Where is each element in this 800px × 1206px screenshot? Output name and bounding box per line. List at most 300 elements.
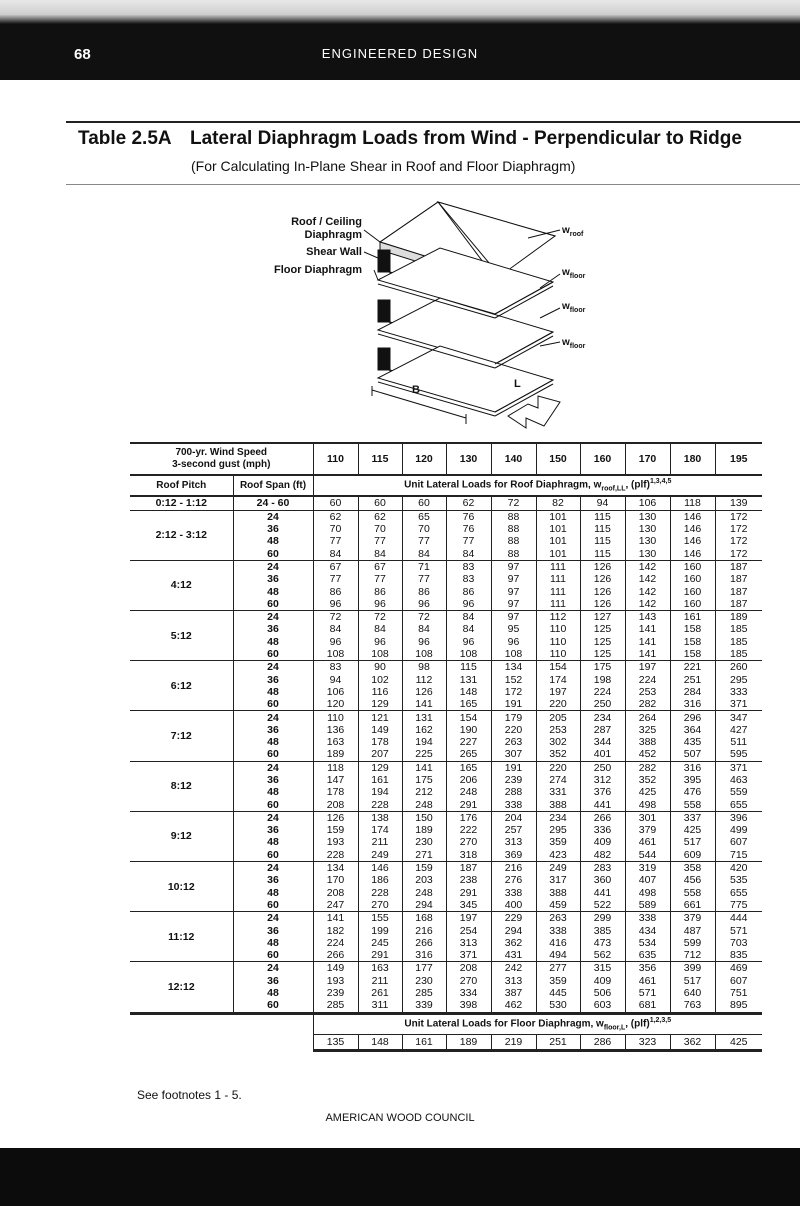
load-value-cell: 589 [625,899,670,912]
w-floor-symbol: w [562,337,570,348]
load-value-cell: 191 [491,698,536,711]
load-value-cell: 129 [358,698,402,711]
load-value-cell: 249 [358,849,402,862]
table-row [130,661,762,674]
load-value-cell: 498 [625,798,670,811]
table-row [130,761,762,774]
load-value-cell: 607 [715,975,762,987]
load-value-cell: 456 [670,874,715,886]
w-floor-subscript: floor [569,307,586,314]
load-value-cell: 83 [446,573,491,585]
section-title: ENGINEERED DESIGN [321,46,479,61]
load-value-cell: 558 [670,887,715,899]
load-value-cell: 379 [625,824,670,836]
load-value-cell: 154 [446,711,491,724]
wind-speed-label-line2: 3-second gust (mph) [172,459,271,470]
load-value-cell: 141 [313,912,358,925]
load-value-cell: 339 [402,999,446,1013]
load-value-cell: 248 [446,786,491,798]
floor-load-header: Unit Lateral Loads for Floor Diaphragm, $w_{floor,L}$, (plf)$^{1,2,3,5}$ [313,1013,762,1034]
wind-load-table [130,442,762,1052]
load-value-cell: 116 [358,686,402,698]
load-value-cell: 635 [625,949,670,962]
page-header-band [0,0,800,80]
load-value-cell: 84 [446,623,491,635]
roof-pitch-cell: 4:12 [130,560,233,610]
load-value-cell: 112 [536,611,580,624]
load-value-cell: 338 [491,798,536,811]
load-value-cell: 535 [715,874,762,886]
load-value-cell: 97 [491,585,536,597]
load-value-cell: 387 [491,987,536,999]
roof-span-cell: 60 [233,798,313,811]
floor-load-header-sub: floor,L [603,1023,626,1031]
page-number: 68 [74,46,91,63]
w-roof-subscript: roof [569,231,584,238]
load-value-cell: 270 [446,975,491,987]
wind-load-table-wrapper [130,442,762,1052]
load-value-cell: 401 [580,748,625,761]
load-value-cell: 558 [670,798,715,811]
load-value-cell: 409 [580,836,625,848]
load-value-cell: 661 [670,899,715,912]
load-value-cell: 347 [715,711,762,724]
table-body [130,443,762,1050]
load-value-cell: 189 [313,748,358,761]
load-value-cell: 395 [670,774,715,786]
load-value-cell: 108 [358,648,402,661]
load-value-cell: 224 [313,937,358,949]
load-value-cell: 220 [491,724,536,736]
load-value-cell: 62 [358,510,402,523]
load-value-cell: 178 [313,786,358,798]
load-value-cell: 96 [402,636,446,648]
load-value-cell: 212 [402,786,446,798]
load-value-cell: 110 [536,636,580,648]
roof-pitch-cell: 0:12 - 1:12 [130,496,233,510]
load-value-cell: 131 [402,711,446,724]
load-value-cell: 108 [402,648,446,661]
load-value-cell: 230 [402,975,446,987]
load-value-cell: 283 [580,861,625,874]
roof-span-cell: 36 [233,673,313,685]
load-value-cell: 291 [446,798,491,811]
load-value-cell: 208 [446,962,491,975]
load-value-cell: 230 [402,836,446,848]
title-rule-top [66,121,800,123]
load-value-cell: 228 [313,849,358,862]
load-value-cell: 288 [491,786,536,798]
load-value-cell: 407 [625,874,670,886]
load-value-cell: 331 [536,786,580,798]
load-value-cell: 311 [358,999,402,1013]
load-value-cell: 77 [313,535,358,547]
page-footer: AMERICAN WOOD COUNCIL [325,1112,475,1124]
load-value-cell: 220 [536,761,580,774]
load-value-cell: 71 [402,560,446,573]
roof-pitch-cell: 11:12 [130,912,233,962]
load-value-cell: 277 [536,962,580,975]
load-value-cell: 317 [536,874,580,886]
load-value-cell: 609 [670,849,715,862]
load-value-cell: 187 [446,861,491,874]
roof-span-cell: 60 [233,598,313,611]
footnote: See footnotes 1 - 5. [137,1088,242,1102]
load-value-cell: 146 [670,510,715,523]
load-value-cell: 352 [536,748,580,761]
load-value-cell: 204 [491,811,536,824]
table-row [130,811,762,824]
load-value-cell: 130 [625,510,670,523]
load-value-cell: 110 [536,623,580,635]
load-value-cell: 313 [491,836,536,848]
load-value-cell: 599 [670,937,715,949]
load-value-cell: 102 [358,673,402,685]
load-value-cell: 282 [625,761,670,774]
load-value-cell: 476 [670,786,715,798]
roof-span-cell: 36 [233,924,313,936]
load-value-cell: 291 [446,887,491,899]
load-value-cell: 115 [580,535,625,547]
load-value-cell: 299 [580,912,625,925]
load-value-cell: 158 [670,623,715,635]
load-value-cell: 595 [715,748,762,761]
load-value-cell: 170 [313,874,358,886]
load-value-cell: 160 [670,598,715,611]
load-value-cell: 67 [313,560,358,573]
load-value-cell: 125 [580,623,625,635]
load-value-cell: 189 [715,611,762,624]
load-value-cell: 274 [536,774,580,786]
table-subtitle: (For Calculating In-Plane Shear in Roof and Floor Diaphragm) [191,158,576,174]
load-value-cell: 337 [670,811,715,824]
roof-pitch-cell: 9:12 [130,811,233,861]
load-value-cell: 185 [715,636,762,648]
page-bottom-band [0,1148,800,1206]
load-value-cell: 207 [358,748,402,761]
load-value-cell: 193 [313,975,358,987]
load-value-cell: 562 [580,949,625,962]
load-value-cell: 187 [715,573,762,585]
load-value-cell: 187 [715,598,762,611]
load-value-cell: 498 [625,887,670,899]
load-value-cell: 88 [491,548,536,561]
load-value-cell: 182 [313,924,358,936]
load-value-cell: 571 [625,987,670,999]
load-value-cell: 76 [446,523,491,535]
load-value-cell: 101 [536,510,580,523]
load-value-cell: 175 [580,661,625,674]
load-value-cell: 101 [536,535,580,547]
load-value-cell: 115 [446,661,491,674]
load-value-cell: 174 [536,673,580,685]
load-value-cell: 126 [580,573,625,585]
load-value-cell: 97 [491,560,536,573]
roof-span-cell: 24 - 60 [233,496,313,510]
load-value-cell: 150 [402,811,446,824]
load-value-cell: 86 [313,585,358,597]
load-value-cell: 250 [580,698,625,711]
load-value-cell: 530 [536,999,580,1013]
load-value-cell: 222 [446,824,491,836]
load-value-cell: 461 [625,975,670,987]
floor-header-row [130,1013,762,1034]
load-value-cell: 751 [715,987,762,999]
load-value-cell: 88 [491,523,536,535]
w-floor-label-1 [562,266,585,283]
load-value-cell: 208 [313,887,358,899]
load-value-cell: 70 [313,523,358,535]
load-value-cell: 159 [313,824,358,836]
table-row [130,861,762,874]
speed-header: 120 [402,443,446,475]
speed-header: 115 [358,443,402,475]
load-value-cell: 416 [536,937,580,949]
table-title [78,128,742,150]
load-value-cell: 77 [358,535,402,547]
w-floor-symbol: w [562,267,570,278]
load-value-cell: 371 [715,698,762,711]
load-value-cell: 178 [358,736,402,748]
load-value-cell: 108 [491,648,536,661]
load-value-cell: 301 [625,811,670,824]
load-value-cell: 162 [402,724,446,736]
load-value-cell: 284 [670,686,715,698]
load-value-cell: 108 [313,648,358,661]
load-value-cell: 469 [715,962,762,975]
load-value-cell: 315 [580,962,625,975]
roof-load-header-unit: (plf) [631,479,650,491]
load-value-cell: 67 [358,560,402,573]
dimension-b-label: B [412,384,420,396]
load-value-cell: 302 [536,736,580,748]
load-value-cell: 295 [536,824,580,836]
load-value-cell: 88 [491,510,536,523]
load-value-cell: 84 [446,611,491,624]
load-value-cell: 225 [402,748,446,761]
load-value-cell: 138 [358,811,402,824]
load-value-cell: 254 [446,924,491,936]
load-value-cell: 253 [536,724,580,736]
label-floor-diaphragm: Floor Diaphragm [273,264,362,276]
load-value-cell: 60 [313,496,358,510]
load-value-cell: 522 [580,899,625,912]
load-value-cell: 70 [402,523,446,535]
load-value-cell: 358 [670,861,715,874]
load-value-cell: 294 [491,924,536,936]
load-value-cell: 199 [358,924,402,936]
load-value-cell: 106 [625,496,670,510]
load-value-cell: 84 [358,548,402,561]
load-value-cell: 307 [491,748,536,761]
load-value-cell: 261 [358,987,402,999]
load-value-cell: 152 [491,673,536,685]
load-value-cell: 141 [625,648,670,661]
load-value-cell: 441 [580,798,625,811]
load-value-cell: 141 [625,636,670,648]
load-value-cell: 571 [715,924,762,936]
load-value-cell: 158 [670,636,715,648]
roof-pitch-cell: 2:12 - 3:12 [130,510,233,560]
load-value-cell: 216 [491,861,536,874]
load-value-cell: 177 [402,962,446,975]
floor-header-spacer [130,1013,313,1050]
load-value-cell: 271 [402,849,446,862]
label-shear-wall: Shear Wall [306,246,362,258]
load-value-cell: 136 [313,724,358,736]
load-value-cell: 146 [358,861,402,874]
load-value-cell: 655 [715,798,762,811]
load-value-cell: 434 [625,924,670,936]
table-row [130,510,762,523]
load-value-cell: 65 [402,510,446,523]
load-value-cell: 211 [358,975,402,987]
load-value-cell: 452 [625,748,670,761]
load-value-cell: 101 [536,523,580,535]
floor-load-value-cell: 251 [536,1034,580,1050]
load-value-cell: 251 [670,673,715,685]
load-value-cell: 208 [313,798,358,811]
load-value-cell: 155 [358,912,402,925]
load-value-cell: 60 [358,496,402,510]
roof-span-cell: 60 [233,899,313,912]
load-value-cell: 165 [446,698,491,711]
column-header-row [130,475,762,496]
load-value-cell: 185 [715,623,762,635]
load-value-cell: 239 [313,987,358,999]
roof-span-cell: 36 [233,774,313,786]
load-value-cell: 507 [670,748,715,761]
load-value-cell: 187 [715,560,762,573]
load-value-cell: 441 [580,887,625,899]
load-value-cell: 112 [402,673,446,685]
table-title-text: Lateral Diaphragm Loads from Wind - Perpendicular to Ridge [190,128,742,149]
load-value-cell: 185 [715,648,762,661]
table-row [130,496,762,510]
load-value-cell: 220 [536,698,580,711]
roof-pitch-cell: 5:12 [130,611,233,661]
speed-header: 195 [715,443,762,475]
load-value-cell: 190 [446,724,491,736]
roof-span-cell: 48 [233,535,313,547]
load-value-cell: 83 [313,661,358,674]
load-value-cell: 681 [625,999,670,1013]
load-value-cell: 84 [402,548,446,561]
load-value-cell: 291 [358,949,402,962]
load-value-cell: 77 [358,573,402,585]
load-value-cell: 158 [670,648,715,661]
load-value-cell: 115 [580,548,625,561]
load-value-cell: 333 [715,686,762,698]
roof-span-cell: 48 [233,987,313,999]
load-value-cell: 338 [625,912,670,925]
floor-load-value-cell: 362 [670,1034,715,1050]
load-value-cell: 427 [715,724,762,736]
load-value-cell: 108 [446,648,491,661]
load-value-cell: 409 [580,975,625,987]
load-value-cell: 247 [313,899,358,912]
load-value-cell: 461 [625,836,670,848]
load-value-cell: 352 [625,774,670,786]
load-value-cell: 142 [625,585,670,597]
load-value-cell: 172 [715,548,762,561]
load-value-cell: 96 [446,598,491,611]
load-value-cell: 197 [625,661,670,674]
speed-header: 140 [491,443,536,475]
load-value-cell: 70 [358,523,402,535]
load-value-cell: 265 [446,748,491,761]
load-value-cell: 142 [625,573,670,585]
roof-span-cell: 60 [233,748,313,761]
load-value-cell: 227 [446,736,491,748]
roof-pitch-cell: 12:12 [130,962,233,1013]
load-value-cell: 131 [446,673,491,685]
load-value-cell: 141 [402,761,446,774]
load-value-cell: 445 [536,987,580,999]
load-value-cell: 399 [670,962,715,975]
speed-header: 170 [625,443,670,475]
load-value-cell: 603 [580,999,625,1013]
load-value-cell: 396 [715,811,762,824]
roof-span-cell: 36 [233,523,313,535]
load-value-cell: 161 [358,774,402,786]
roof-span-cell: 48 [233,736,313,748]
load-value-cell: 189 [402,824,446,836]
load-value-cell: 96 [358,636,402,648]
load-value-cell: 287 [580,724,625,736]
load-value-cell: 96 [313,636,358,648]
load-value-cell: 444 [715,912,762,925]
load-value-cell: 160 [670,573,715,585]
load-value-cell: 400 [491,899,536,912]
roof-pitch-cell: 8:12 [130,761,233,811]
roof-load-header-text: Unit Lateral Loads for Roof Diaphragm, w [404,479,602,491]
load-value-cell: 607 [715,836,762,848]
roof-span-cell: 60 [233,648,313,661]
load-value-cell: 101 [536,548,580,561]
load-value-cell: 835 [715,949,762,962]
load-value-cell: 313 [491,975,536,987]
load-value-cell: 359 [536,836,580,848]
load-value-cell: 149 [313,962,358,975]
load-value-cell: 77 [446,535,491,547]
load-value-cell: 362 [491,937,536,949]
load-value-cell: 130 [625,535,670,547]
load-value-cell: 712 [670,949,715,962]
load-value-cell: 763 [670,999,715,1013]
load-value-cell: 84 [313,548,358,561]
load-value-cell: 126 [313,811,358,824]
load-value-cell: 194 [358,786,402,798]
title-rule-bottom [66,184,800,185]
load-value-cell: 97 [491,611,536,624]
load-value-cell: 425 [670,824,715,836]
speed-header: 180 [670,443,715,475]
load-value-cell: 120 [313,698,358,711]
load-value-cell: 462 [491,999,536,1013]
roof-span-cell: 36 [233,724,313,736]
load-value-cell: 127 [580,611,625,624]
load-value-cell: 84 [446,548,491,561]
load-value-cell: 266 [313,949,358,962]
load-value-cell: 296 [670,711,715,724]
roof-span-cell: 24 [233,711,313,724]
load-value-cell: 334 [446,987,491,999]
roof-span-cell: 60 [233,849,313,862]
load-value-cell: 146 [670,523,715,535]
load-value-cell: 369 [491,849,536,862]
w-floor-subscript: floor [569,273,586,280]
